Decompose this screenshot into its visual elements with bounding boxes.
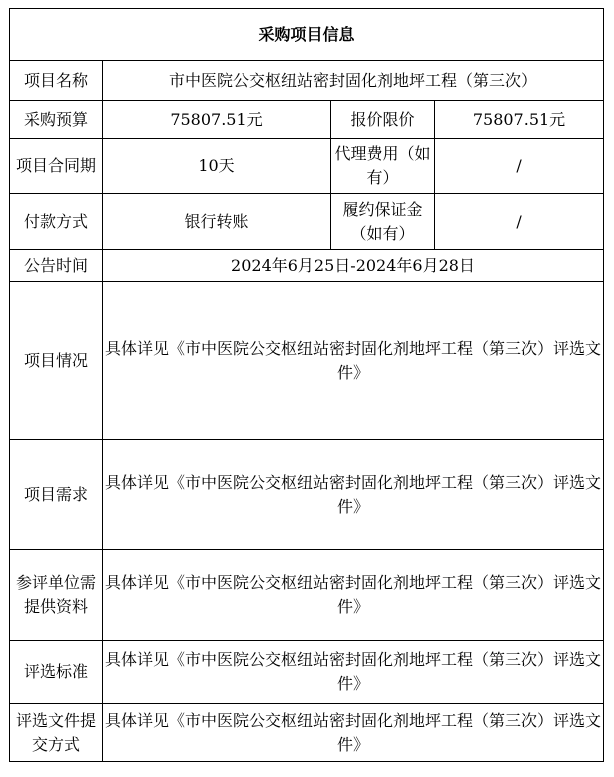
performance-deposit-label: 履约保证金（如有） <box>331 194 435 250</box>
payment-row <box>10 194 604 250</box>
project-name-label: 项目名称 <box>10 61 103 101</box>
performance-deposit-value: / <box>435 194 604 250</box>
evaluation-criteria-value: 具体详见《市中医院公交枢纽站密封固化剂地坪工程（第三次）评选文件》 <box>103 641 604 704</box>
project-situation-label: 项目情况 <box>10 282 103 440</box>
payment-method-value: 银行转账 <box>103 194 331 250</box>
submission-method-label: 评选文件提交方式 <box>10 704 103 762</box>
budget-label: 采购预算 <box>10 101 103 139</box>
submission-method-row <box>10 704 604 762</box>
evaluation-criteria-label: 评选标准 <box>10 641 103 704</box>
notice-time-value: 2024年6月25日-2024年6月28日 <box>103 250 604 282</box>
title-row <box>10 9 604 61</box>
budget-row <box>10 101 604 139</box>
payment-method-label: 付款方式 <box>10 194 103 250</box>
agency-fee-value: / <box>435 139 604 194</box>
project-name-row <box>10 61 604 101</box>
project-requirements-value: 具体详见《市中医院公交枢纽站密封固化剂地坪工程（第三次）评选文件》 <box>103 440 604 550</box>
project-requirements-label: 项目需求 <box>10 440 103 550</box>
notice-time-row <box>10 250 604 282</box>
notice-time-label: 公告时间 <box>10 250 103 282</box>
contract-period-label: 项目合同期 <box>10 139 103 194</box>
table-title: 采购项目信息 <box>10 9 604 61</box>
project-situation-row <box>10 282 604 440</box>
submission-method-value: 具体详见《市中医院公交枢纽站密封固化剂地坪工程（第三次）评选文件》 <box>103 704 604 762</box>
project-situation-value: 具体详见《市中医院公交枢纽站密封固化剂地坪工程（第三次）评选文件》 <box>103 282 604 440</box>
evaluation-criteria-row <box>10 641 604 704</box>
required-materials-label: 参评单位需提供资料 <box>10 550 103 641</box>
project-name-value: 市中医院公交枢纽站密封固化剂地坪工程（第三次） <box>103 61 604 101</box>
price-limit-value: 75807.51元 <box>435 101 604 139</box>
required-materials-row <box>10 550 604 641</box>
project-requirements-row <box>10 440 604 550</box>
contract-period-row <box>10 139 604 194</box>
agency-fee-label: 代理费用（如有） <box>331 139 435 194</box>
required-materials-value: 具体详见《市中医院公交枢纽站密封固化剂地坪工程（第三次）评选文件》 <box>103 550 604 641</box>
budget-value: 75807.51元 <box>103 101 331 139</box>
contract-period-value: 10天 <box>103 139 331 194</box>
procurement-info-table <box>9 8 604 762</box>
price-limit-label: 报价限价 <box>331 101 435 139</box>
